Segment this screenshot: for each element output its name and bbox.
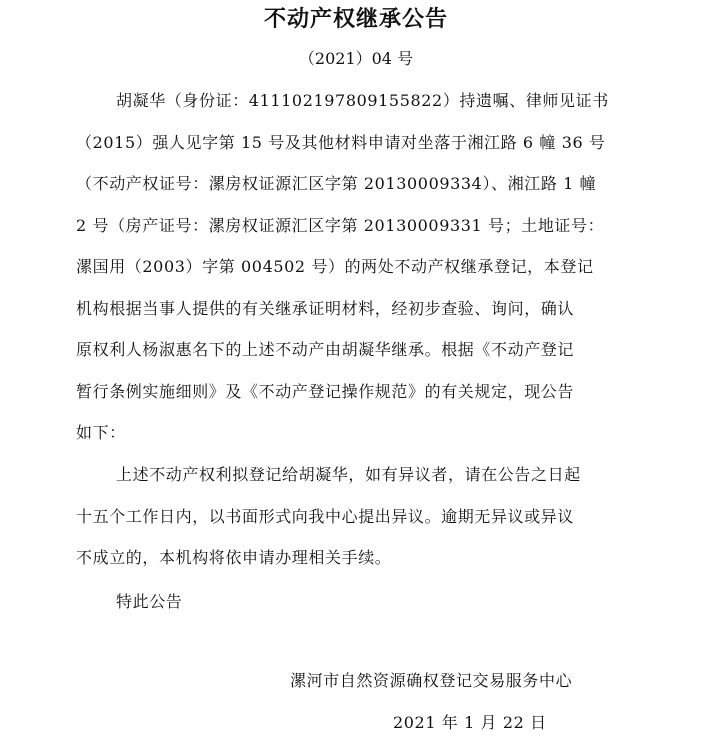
paragraph-line: 机构根据当事人提供的有关继承证明材料，经初步查验、询问，确认 (76, 298, 575, 318)
issuing-organization: 漯河市自然资源确权登记交易服务中心 (290, 671, 573, 690)
body-paragraph-1 (76, 80, 636, 454)
paragraph-line: 胡凝华（身份证：411102197809155822）持遗嘱、律师见证书 (116, 91, 609, 110)
paragraph-line: （2015）强人见字第 15 号及其他材料申请对坐落于湘江路 6 幢 36 号 (76, 132, 606, 152)
issue-date: 2021 年 1 月 22 日 (393, 713, 547, 732)
paragraph-line: 2 号（房产证号：漯房权证源汇区字第 20130009331 号；土地证号： (76, 215, 605, 235)
paragraph-line: 如下： (76, 423, 126, 442)
paragraph-line: 上述不动产权利拟登记给胡凝华，如有异议者，请在公告之日起 (116, 465, 581, 484)
document-number: （2021）04 号 (298, 49, 414, 68)
body-paragraph-2 (76, 454, 636, 579)
paragraph-line: 原权利人杨淑惠名下的上述不动产由胡凝华继承。根据《不动产登记 (76, 340, 575, 359)
paragraph-line: 十五个工作日内，以书面形式向我中心提出异议。逾期无异议或异议 (76, 506, 575, 526)
paragraph-line: 漯国用（2003）字第 004502 号）的两处不动产权继承登记，本登记 (76, 257, 594, 276)
paragraph-line: 暂行条例实施细则》及《不动产登记操作规范》的有关规定，现公告 (76, 381, 575, 401)
notice-title: 不动产权继承公告 (263, 6, 448, 32)
closing-statement: 特此公告 (116, 592, 183, 611)
paragraph-line: 不成立的，本机构将依申请办理相关手续。 (76, 548, 392, 567)
paragraph-line: （不动产权证号：漯房权证源汇区字第 20130009334）、湘江路 1 幢 (76, 174, 597, 193)
